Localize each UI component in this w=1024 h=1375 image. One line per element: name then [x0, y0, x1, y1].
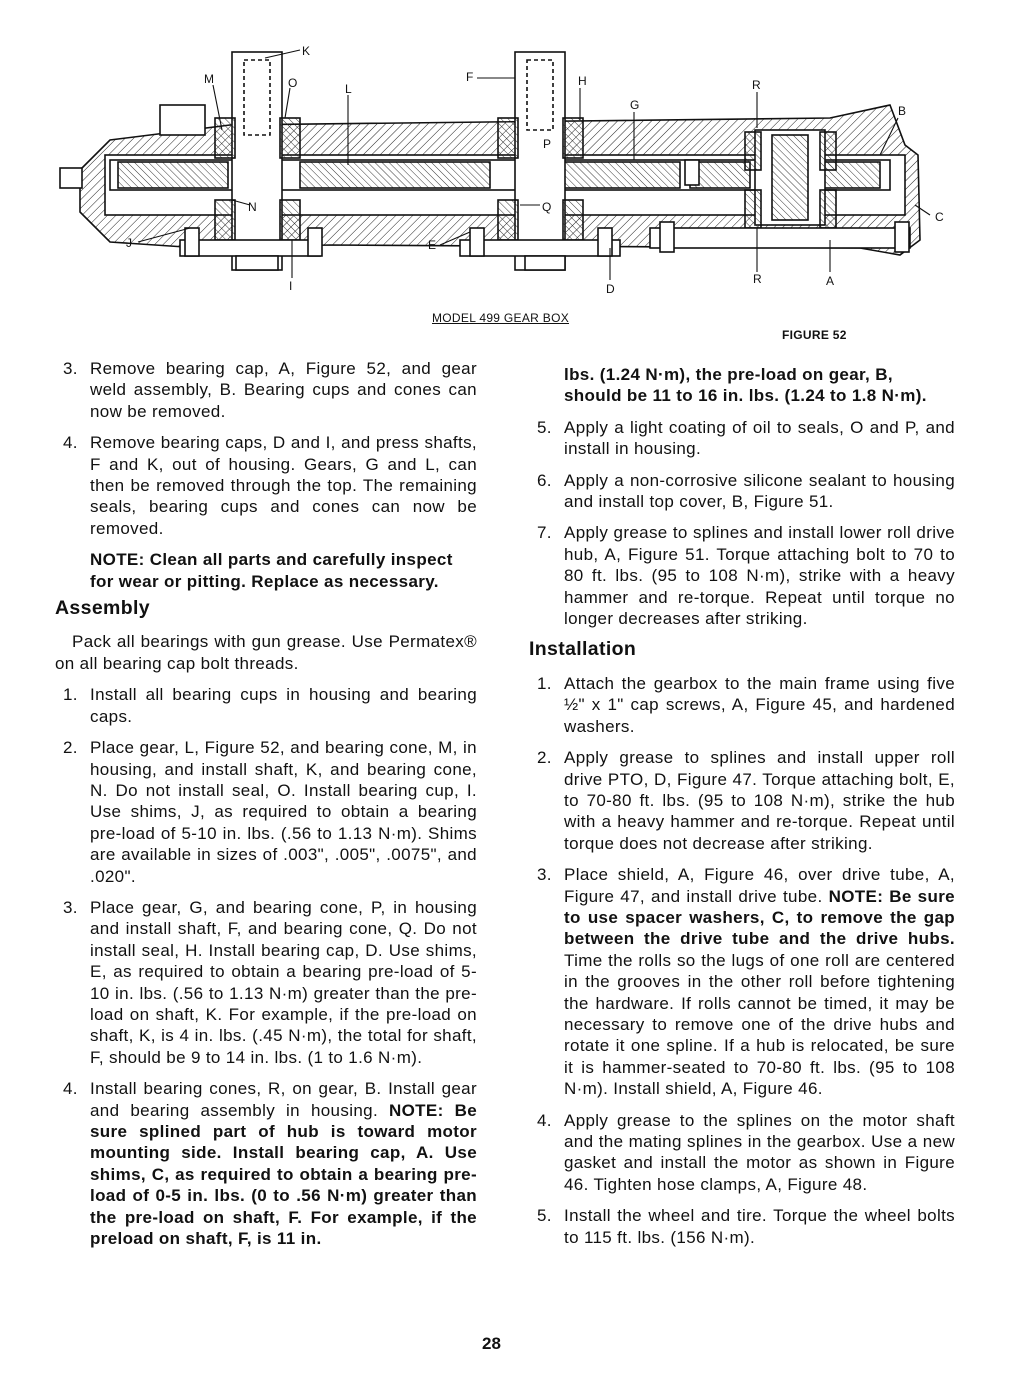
list-item — [529, 1205, 955, 1248]
page-number: 28 — [482, 1334, 501, 1353]
figure-label-e: E — [428, 238, 437, 252]
installation-heading: Installation — [529, 638, 637, 661]
step-text: Attach the gearbox to the main frame using five ½" x 1" cap screws, A, Figure 45, and hardened washers. — [564, 673, 955, 736]
step-number: 1. — [537, 673, 552, 693]
list-item — [529, 747, 955, 854]
step-number: 4. — [63, 1079, 78, 1099]
list-item — [55, 432, 477, 539]
list-item — [529, 470, 955, 513]
figure-label-a: A — [826, 274, 835, 288]
step-number: 5. — [537, 1206, 552, 1226]
figure-caption: MODEL 499 GEAR BOX — [432, 311, 570, 325]
list-item — [55, 897, 477, 1068]
step-text: Apply grease to splines and install upper roll drive PTO, D, Figure 47. Torque attaching bolt, E, to 70-80 ft. lbs. (95 to 108 N·m), strike the hub with a heavy hammer and re-torque. Repeat until torque does not decrease after striking. — [564, 748, 955, 853]
assembly-heading: Assembly — [55, 597, 150, 620]
step-number: 4. — [537, 1110, 552, 1130]
figure-label-r-top: R — [752, 78, 761, 92]
step-text: Apply a non-corrosive silicone sealant to housing and install top cover, B, Figure 51. — [564, 470, 955, 512]
figure-label-o: O — [288, 76, 298, 90]
list-item — [529, 864, 955, 1099]
step-number: 3. — [63, 359, 78, 378]
figure-label-q: Q — [542, 200, 552, 214]
step-text: Apply grease to splines and install lower roll drive hub, A, Figure 51. Torque attaching bolt to 70 to 80 ft. lbs. (95 to 108 N·m), strike with a heavy hammer and re-torque. Repeat until torque no longer decreases after striking. — [564, 523, 955, 629]
step-number: 4. — [63, 433, 78, 453]
figure-label-l: L — [345, 82, 352, 96]
figure-label-h: H — [578, 74, 587, 88]
figure-label-k: K — [302, 44, 311, 58]
figure-label-j: J — [126, 236, 132, 250]
figure-label-i: I — [289, 279, 293, 293]
right-column — [529, 364, 955, 1258]
figure-label-b: B — [898, 104, 907, 118]
step-text: Place gear, G, and bearing cone, P, in housing and install shaft, F, and bearing cone, Q. Do not install seal, H. Install bearing cap, D. Use shims, E, as required to obtain a bearing pre-load of 5-10 in. lbs. (.56 to 1.13 N·m) greater than the pre-load on shaft, K. For example, if the pre-load on shaft, K, is 4 in. lbs. (.45 N·m), the total for shaft, F, should be 9 to 14 in. lbs. (1 to 1.6 N·m). — [90, 897, 477, 1067]
figure-label-m: M — [204, 72, 214, 86]
step-number: 1. — [63, 685, 78, 705]
list-item — [529, 673, 955, 737]
list-item — [529, 1110, 955, 1196]
figure-label-c: C — [935, 210, 944, 224]
step-number: 2. — [63, 738, 78, 758]
step-number: 3. — [537, 865, 552, 885]
step-number: 6. — [537, 470, 552, 490]
step-text: Place shield, A, Figure 46, over drive tube, A, Figure 47, and install drive tube. — [564, 865, 955, 906]
step-number: 2. — [537, 748, 552, 768]
list-item — [55, 358, 477, 422]
step-text: Remove bearing cap, A, Figure 52, and gear weld assembly, B. Bearing cups and cones can now be removed. — [90, 359, 477, 421]
left-column — [55, 358, 477, 1259]
step-text: Remove bearing caps, D and I, and press shafts, F and K, out of housing. Gears, G and L, can then be removed through the top. The remaining seals, bearing cups and cones can now be removed. — [90, 433, 477, 538]
step-text: Apply a light coating of oil to seals, O and P, and install in housing. — [564, 417, 955, 459]
figure-label-r-bottom: R — [753, 272, 762, 286]
step-text: Time the rolls so the lugs of one roll are centered in the grooves in the other roll before tightening the hardware. If rolls cannot be timed, it may be necessary to remove one of the drive hubs and rotate it one spline. If a hub is relocated, be sure it is hammer-seated to 70-80 ft. lbs. (95 to 108 N·m). Install shield, A, Figure 46. — [564, 950, 955, 1099]
step-note: NOTE: Be sure to use spacer washers, C, to remove the gap between the drive tube and the drive hubs. — [564, 886, 955, 949]
assembly-intro: Pack all bearings with gun grease. Use Permatex® on all bearing cap bolt threads. — [55, 632, 477, 673]
inspection-note: NOTE: Clean all parts and carefully inspect for wear or pitting. Replace as necessary. — [90, 550, 453, 591]
figure-number: FIGURE 52 — [782, 328, 847, 342]
step-continuation: lbs. (1.24 N·m), the pre-load on gear, B, should be 11 to 16 in. lbs. (1.24 to 1.8 N·m). — [564, 365, 927, 406]
list-item — [529, 522, 955, 629]
gearbox-figure — [0, 0, 1024, 340]
step-text: Place gear, L, Figure 52, and bearing cone, M, in housing, and install shaft, K, and bearing cone, N. Do not install seal, O. Install bearing cup, I. Use shims, J, as required to obtain a bearing pre-load of 5-10 in. lbs. (.56 to 1.13 N·m). Shims are available in sizes of .003", .005", .0075", and .020". — [90, 738, 477, 886]
step-number: 7. — [537, 523, 552, 543]
step-note: NOTE: Be sure splined part of hub is toward motor mounting side. Install bearing cap, A. Use shims, C, as required to obtain a bearing pre-load of 0-5 in. lbs. (0 to .56 N·m) greater than the pre-load on shaft, F. For example, if the preload on shaft, F, is 11 in. — [90, 1100, 478, 1249]
list-item — [55, 737, 477, 887]
figure-label-p: P — [543, 137, 552, 151]
gearbox-drawing — [0, 0, 1024, 330]
figure-label-f: F — [466, 70, 474, 84]
step-text: Install all bearing cups in housing and bearing caps. — [90, 685, 477, 726]
step-number: 3. — [63, 897, 78, 917]
list-item — [55, 1078, 477, 1249]
figure-label-g: G — [630, 98, 640, 112]
figure-label-n: N — [248, 200, 257, 214]
step-text: Apply grease to the splines on the motor shaft and the mating splines in the gearbox. Use a new gasket and install the motor as shown in Figure 46. Tighten hose clamps, A, Figure 48. — [564, 1110, 955, 1194]
step-number: 5. — [537, 417, 552, 437]
figure-label-d: D — [606, 282, 615, 296]
step-text: Install bearing cones, R, on gear, B. Install gear and bearing assembly in housing. — [90, 1079, 477, 1120]
list-item — [55, 684, 477, 727]
list-item — [529, 417, 955, 460]
step-text: Install the wheel and tire. Torque the wheel bolts to 115 ft. lbs. (156 N·m). — [564, 1206, 955, 1247]
